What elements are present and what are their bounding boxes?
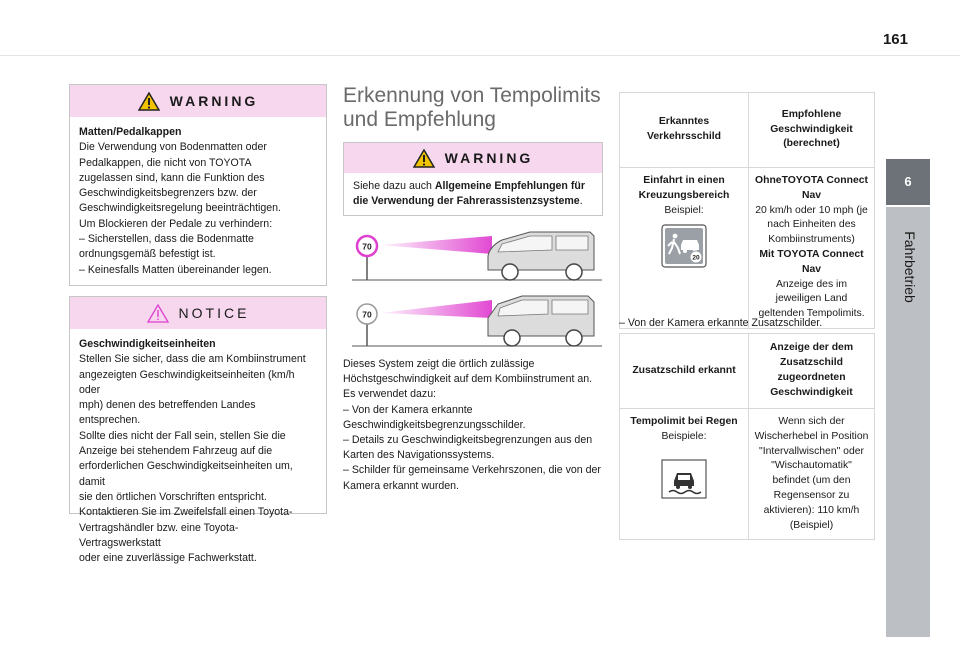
text-line: Dieses System zeigt die örtlich zulässige [343,358,535,370]
chapter-tab[interactable]: 6 [886,159,930,205]
table-header-cell: Erkanntes Verkehrsschild [620,93,749,168]
table-cell [620,168,749,329]
header-divider [0,55,960,56]
notice-header [70,297,326,329]
warning-box-mats [69,84,327,286]
notice-triangle-icon [147,304,169,323]
table-header-cell: Anzeige der dem Zusatzschild zugeordneten Geschwindigkeit [749,334,875,409]
text-line: Anzeige bei stehendem Fahrzeug auf die [79,445,273,458]
warning-triangle-icon [413,149,435,168]
sign-value: 20 [692,254,700,262]
text-line: – Keinesfalls Matten übereinander legen. [79,263,272,276]
table-row [620,168,875,329]
shared-zone-sign-icon [661,224,707,268]
warning-text-suffix: . [579,195,583,208]
text-line: erforderlichen Geschwindigkeitseinheiten um, damit [79,460,293,488]
warning-text [344,173,602,218]
table-cell-text: 20 km/h oder 10 mph (je nach Einheiten des Kombiinstruments) [755,204,868,246]
table-cell: Wenn sich der Wischerhebel in Position "Intervallwischen" oder "Wischautomatik" befindet (um den Regensensor zu aktivieren): 110 km/h (Beispiel) [749,409,875,540]
table-header-row [620,93,875,168]
table-row [620,409,875,540]
text-line: Es verwendet dazu: [343,388,437,401]
section-title-line2: und Empfehlung [343,108,496,131]
table-cell [749,168,875,329]
section-title [343,84,603,132]
text-line: Stellen Sie sicher, dass die am Kombiinstrument [79,353,306,366]
table-rain [619,333,875,540]
text-line: Geschwindigkeitsbegrenzungsschilder. [343,418,526,431]
speed-sign-illustration-top [352,226,602,284]
text-line: – Details zu Geschwindigkeitsbegrenzungen aus den [343,434,593,447]
text-line: Geschwindigkeitsregelung beeinträchtigen. [79,202,281,215]
text-line: Geschwindigkeitsbegrenzers bzw. der [79,187,257,200]
section-title-line1: Erkennung von Tempolimits [343,84,601,107]
text-line: Pedalkappen, die nicht von TOYOTA [79,156,252,169]
chapter-title: Fahrbetrieb [902,231,918,303]
table-header-row [620,334,875,409]
table-cell-bold: OhneTOYOTA Connect Nav [755,175,868,201]
section-body-text [343,357,605,494]
table-cell-text: Anzeige des im jeweiligen Land geltenden Tempolimits. [758,278,865,320]
table-cell-bold: Einfahrt in einen Kreuzungsbereich [638,175,730,201]
table-header-cell: Zusatzschild erkannt [620,334,749,409]
text-line: Vertragshändler bzw. eine Toyota-Vertragswerkstatt [79,521,239,549]
warning-text [79,140,317,278]
text-line: ordnungsgemäß befestigt ist. [79,248,216,261]
text-line: zugelassen sind, kann die Funktion des [79,171,265,184]
sign-value: 70 [362,241,372,252]
slippery-road-sign-icon [661,459,707,499]
text-line: Sollte dies nicht der Fall sein, stellen Sie die [79,429,286,442]
warning-title: WARNING [169,93,259,109]
speed-sign-illustration-bottom [352,292,602,350]
text-line: oder eine zuverlässige Fachwerkstatt. [79,552,257,565]
text-line: Die Verwendung von Bodenmatten oder [79,141,267,154]
notice-title: NOTICE [178,305,250,321]
table-cell-text: Beispiel: [664,204,704,216]
warning-title: WARNING [444,150,534,166]
text-line: Um Blockieren der Pedale zu verhindern: [79,217,273,230]
notice-subtitle: Geschwindigkeitseinheiten [79,338,216,350]
table-cell-text: Beispiele: [661,430,707,442]
text-line: – Sicherstellen, dass die Bodenmatte [79,233,254,246]
notice-text [79,352,317,566]
table-cell [620,409,749,540]
notice-box-units [69,296,327,565]
text-line: Karten des Navigationssystems. [343,449,495,462]
additional-signs-text: – Von der Kamera erkannte Zusatzschilder. [619,317,823,329]
text-line: Höchstgeschwindigkeit auf dem Kombiinstrument an. [343,373,593,386]
sign-value: 70 [362,309,372,320]
text-line: – Von der Kamera erkannte [343,403,473,416]
text-line: angezeigten Geschwindigkeitseinheiten (km/h oder [79,368,295,396]
page-number: 161 [882,31,908,48]
table-cell-bold: Mit TOYOTA Connect Nav [759,248,864,275]
table-header-cell: Empfohlene Geschwindigkeit (berechnet) [749,93,875,168]
warning-box-general [343,142,603,216]
text-line: sie den örtlichen Vorschriften entspricht. [79,490,267,503]
warning-text-prefix: Siehe dazu auch [353,180,435,192]
warning-header [70,85,326,117]
warning-triangle-icon [138,92,160,111]
warning-header [344,143,602,173]
warning-text-bold: Allgemeine Empfehlungen für die Verwendung der Fahrerassistenzsysteme [353,180,585,208]
text-line: mph) denen des betreffenden Landes entsprechen. [79,399,256,427]
table-cell-bold: Tempolimit bei Regen [630,416,738,427]
text-line: Kamera erkannt wurden. [343,479,460,492]
text-line: – Schilder für gemeinsame Verkehrszonen, die von der [343,464,601,477]
warning-subtitle: Matten/Pedalkappen [79,126,182,138]
table-intersection [619,92,875,329]
text-line: Kontaktieren Sie im Zweifelsfall einen Toyota- [79,506,293,519]
